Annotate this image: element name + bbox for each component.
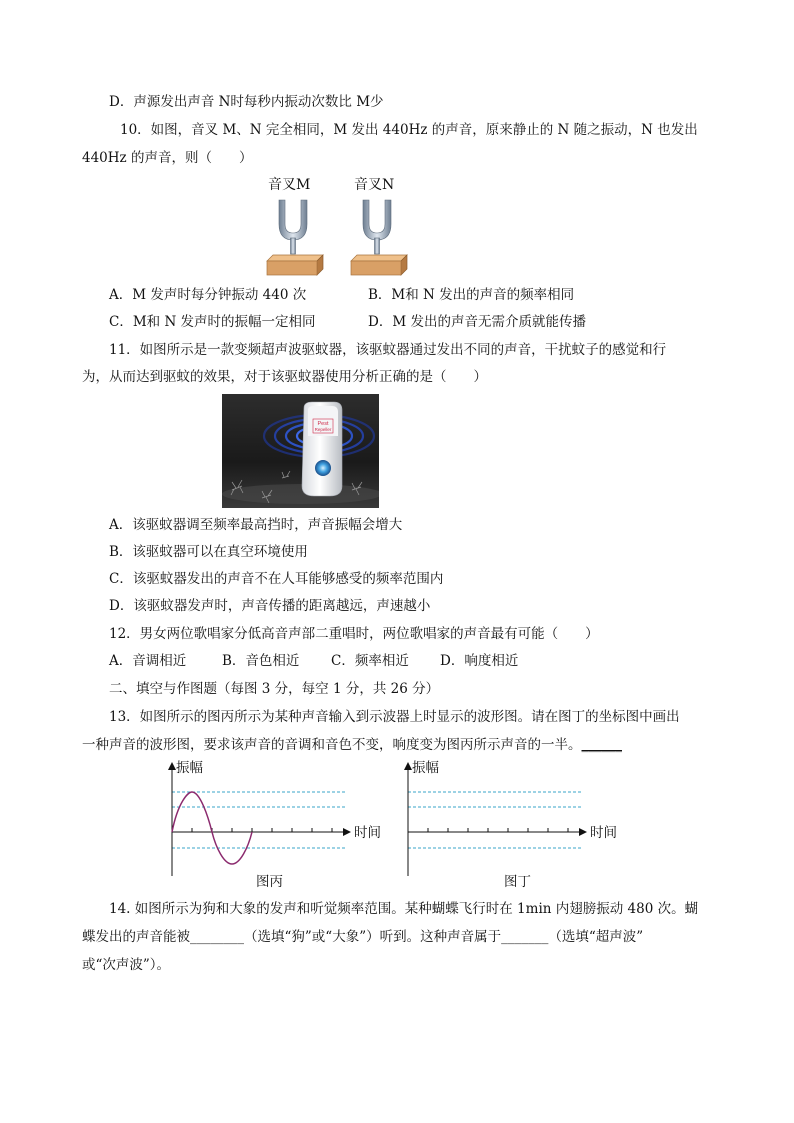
graph-bing-x-label: 时间 (354, 825, 381, 841)
q10-option-b: B．M和 N 发出的声音的频率相同 (368, 287, 575, 303)
graph-ding-x-arrow-icon (579, 828, 587, 836)
q13-answer-blank[interactable]: ______ (581, 737, 622, 753)
graph-ding (388, 758, 628, 893)
q9-option-d: D．声源发出声音 N时每秒内振动次数比 M少 (109, 94, 384, 110)
q11-option-b: B．该驱蚊器可以在真空环境使用 (109, 544, 308, 560)
q11-option-c: C．该驱蚊器发出的声音不在人耳能够感受的频率范围内 (109, 571, 444, 587)
q12-option-a: A．音调相近 (109, 653, 187, 669)
q10-stem-line1: 10．如图，音叉 M、N 完全相同，M 发出 440Hz 的声音，原来静止的 N 随之振动，N 也发出 (120, 122, 698, 138)
section-2-heading: 二、填空与作图题（每图 3 分，每空 1 分，共 26 分） (109, 681, 440, 697)
graph-ding-y-arrow-icon (404, 762, 412, 770)
q10-stem-line2: 440Hz 的声音，则（ ） (82, 150, 253, 166)
fork-m-label: 音叉M (268, 177, 311, 193)
led-light-icon (315, 460, 331, 476)
graph-bing-y-label: 振幅 (176, 760, 203, 776)
q10-option-c: C．M和 N 发声时的振幅一定相同 (109, 314, 316, 330)
graph-ding-x-label: 时间 (590, 825, 617, 841)
graph-ding-caption: 图丁 (504, 874, 531, 890)
q13-stem-line1: 13．如图所示的图丙所示为某种声音输入到示波器上时显示的波形图。请在图丁的坐标图中画出 (109, 709, 680, 725)
graph-ding-gridlines (408, 792, 583, 848)
q11-option-a: A．该驱蚊器调至频率最高挡时，声音振幅会增大 (109, 517, 403, 533)
graph-bing-ticks (192, 828, 332, 832)
graph-bing-y-arrow-icon (168, 762, 176, 770)
repeller-image (222, 394, 379, 508)
q11-option-d: D．该驱蚊器发声时，声音传播的距离越远，声速越小 (109, 598, 431, 614)
fork-m-icon (267, 200, 323, 275)
q11-stem-line2: 为，从而达到驱蚊的效果，对于该驱蚊器使用分析正确的是（ ） (82, 369, 487, 385)
graph-bing-caption: 图丙 (256, 874, 283, 890)
tuning-forks-drawing (262, 174, 412, 278)
q10-option-d: D．M 发出的声音无需介质就能传播 (368, 314, 586, 330)
graph-bing-x-arrow-icon (343, 828, 351, 836)
device-brand-line1: Pest (317, 421, 329, 427)
device-brand-line2: Repeller (314, 427, 332, 432)
q11-stem-line1: 11．如图所示是一款变频超声波驱蚊器，该驱蚊器通过发出不同的声音，干扰蚊子的感觉和行 (109, 342, 667, 358)
q12-option-b: B．音色相近 (222, 653, 300, 669)
q12-stem: 12．男女两位歌唱家分低高音声部二重唱时，两位歌唱家的声音最有可能（ ） (109, 626, 599, 642)
q13-stem-line2-text: 一种声音的波形图，要求该声音的音调和音色不变，响度变为图丙所示声音的一半。 (82, 737, 582, 753)
graph-bing (152, 758, 392, 893)
mosquito-repeller-photo (222, 394, 379, 508)
graph-ding-ticks (428, 828, 568, 832)
tuning-forks-figure (262, 174, 412, 278)
q14-stem-line2: 蝶发出的声音能被________（选填“狗”或“大象”）听到。这种声音属于_______（选填“超声波” (82, 929, 644, 945)
graph-ding-y-label: 振幅 (412, 760, 439, 776)
fork-n-label: 音叉N (354, 177, 395, 193)
q14-stem-line1: 14. 如图所示为狗和大象的发声和听觉频率范围。某种蝴蝶飞行时在 1min 内翅膀振动 480 次。蝴 (109, 901, 699, 917)
graph-bing-gridlines (172, 792, 347, 848)
q12-option-d: D．响度相近 (440, 653, 519, 669)
q13-stem-line2 (82, 736, 622, 754)
fork-n-icon (351, 200, 407, 275)
q10-option-a: A．M 发声时每分钟振动 440 次 (109, 287, 307, 303)
q12-option-c: C．频率相近 (331, 653, 409, 669)
q14-stem-line3: 或“次声波”）。 (82, 957, 171, 973)
